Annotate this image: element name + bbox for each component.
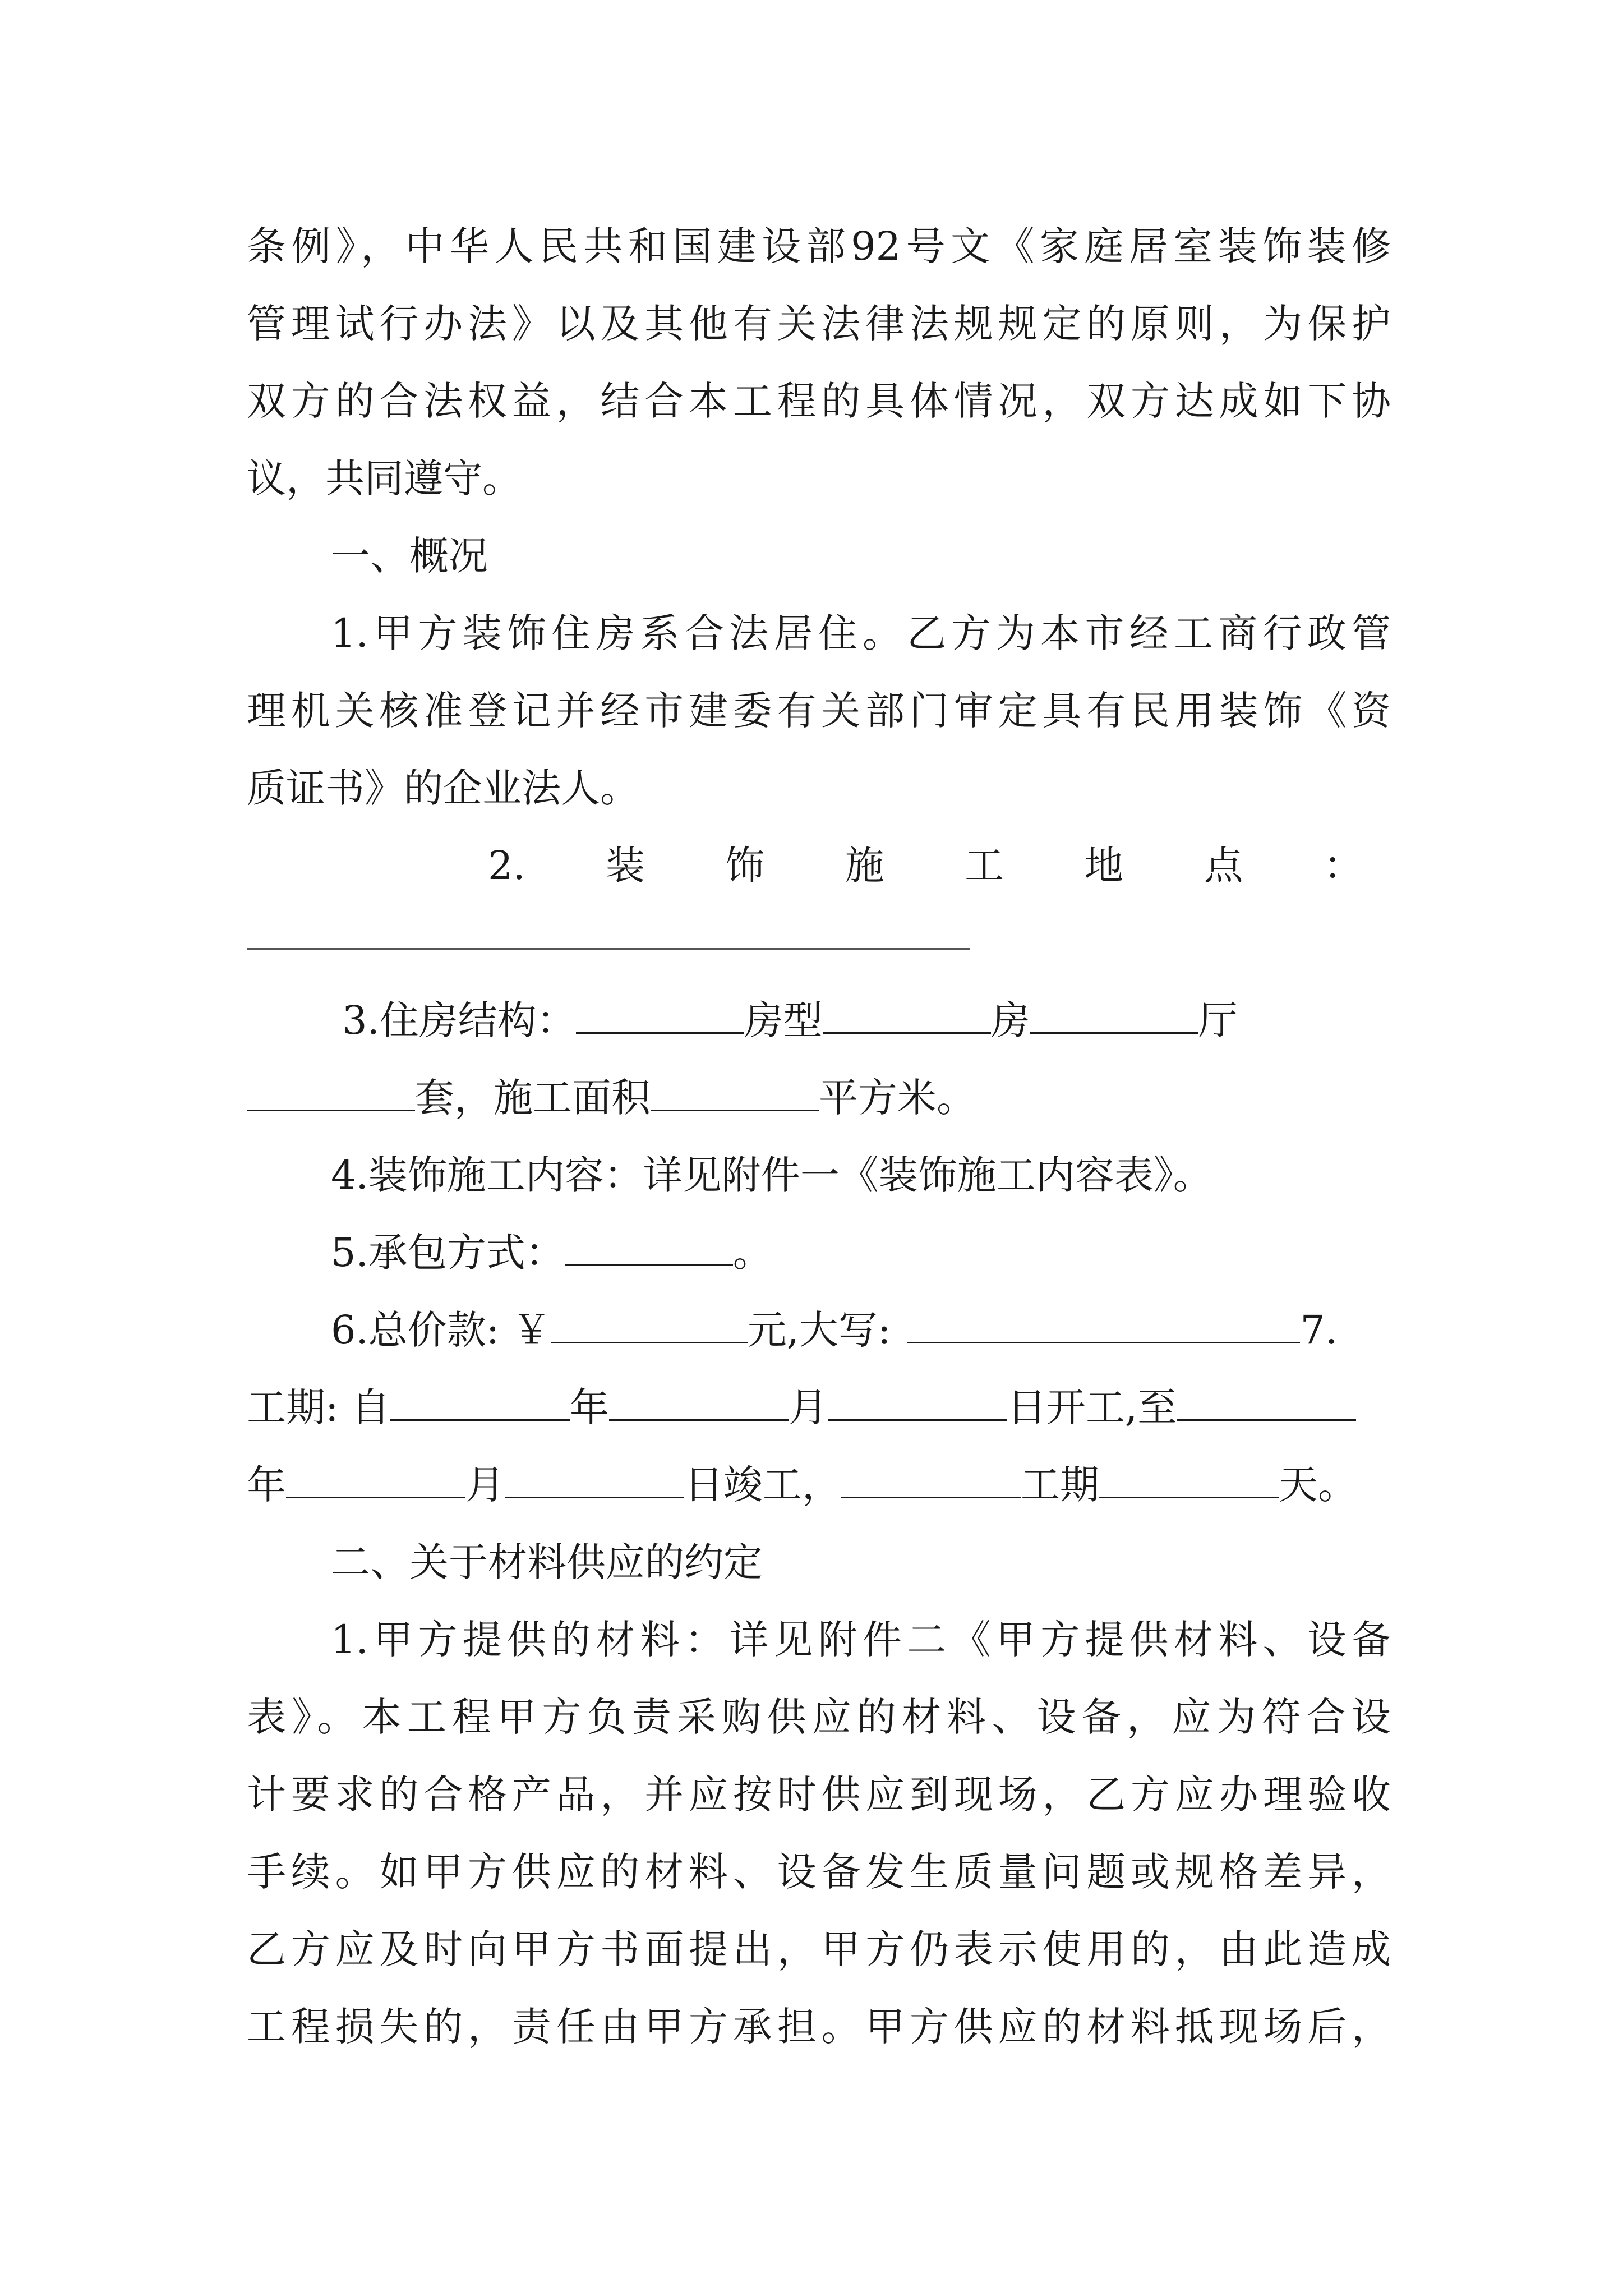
blank-field: [576, 993, 744, 1034]
site-address-blank: [247, 948, 970, 950]
item3-line-1: [342, 982, 1486, 1059]
blank-field: [1177, 1380, 1356, 1421]
item2-char: 装: [606, 843, 645, 889]
blank-field: [390, 1380, 570, 1421]
section2-line-4: 手续。如甲方供应的材料、设备发生质量问题或规格差异，: [247, 1849, 1391, 1895]
item6-label: 6.总价款: ￥: [331, 1307, 551, 1353]
section2-line-1: 1.甲方提供的材料：详见附件二《甲方提供材料、设备: [331, 1617, 1391, 1663]
item3-text: 平方米。: [819, 1075, 976, 1121]
item7-text: 月: [465, 1462, 505, 1508]
item3-line-2: [247, 1059, 1391, 1137]
item2-char: 地: [1084, 843, 1124, 889]
item7-text: 日开工,至: [1007, 1384, 1177, 1430]
blank-field: [907, 1303, 1300, 1343]
item7-text: 工期: [1021, 1462, 1099, 1508]
blank-field: [551, 1303, 748, 1343]
intro-line-1: 条例》，中华人民共和国建设部92号文《家庭居室装饰装修: [247, 223, 1391, 269]
item7-label: 工期: 自: [247, 1384, 390, 1430]
item7-text: 月: [788, 1384, 828, 1430]
item2-construction-site: [488, 827, 1363, 904]
item2-char: ：: [1323, 843, 1363, 889]
item3-text: 套，施工面积: [415, 1075, 651, 1121]
item3-label: 3.住房结构：: [342, 997, 576, 1043]
item5-line: [247, 1214, 1475, 1291]
blank-field: [505, 1457, 684, 1498]
item6-text: 元,大写:: [747, 1307, 891, 1353]
blank-field: [609, 1380, 789, 1421]
blank-field: [286, 1457, 465, 1498]
blank-field: [247, 1070, 415, 1111]
section2-line-3: 计要求的合格产品，并应按时供应到现场，乙方应办理验收: [247, 1772, 1391, 1818]
intro-line-2: 管理试行办法》以及其他有关法律法规规定的原则，为保护: [247, 301, 1391, 347]
item1-line-2: 理机关核准登记并经市建委有关部门审定具有民用装饰《资: [247, 688, 1391, 734]
section-heading-materials: 二、关于材料供应的约定: [331, 1539, 763, 1585]
item3-text: 房型: [744, 997, 823, 1043]
item5-label: 5.承包方式：: [331, 1230, 565, 1276]
section2-line-2: 表》。本工程甲方负责采购供应的材料、设备，应为符合设: [247, 1694, 1391, 1740]
item7-line-2: [247, 1446, 1391, 1524]
item7-text: 天。: [1279, 1462, 1357, 1508]
blank-field: [828, 1380, 1007, 1421]
item1-line-3: 质证书》的企业法人。: [247, 765, 639, 811]
item7-text: 年: [569, 1384, 609, 1430]
blank-field: [823, 993, 991, 1034]
section-heading-overview: 一、概况: [331, 533, 488, 579]
item7-line-1: [247, 1369, 1391, 1446]
item2-char: 施: [845, 843, 884, 889]
intro-line-4: 议，共同遵守。: [247, 455, 522, 501]
intro-line-3: 双方的合法权益，结合本工程的具体情况，双方达成如下协: [247, 378, 1391, 424]
item2-char: 点: [1204, 843, 1243, 889]
item2-char: 饰: [725, 843, 765, 889]
blank-field: [841, 1457, 1021, 1498]
item2-char: 工: [965, 843, 1004, 889]
section2-line-6: 工程损失的，责任由甲方承担。甲方供应的材料抵现场后，: [247, 2004, 1391, 2050]
item3-text: 厅: [1198, 997, 1238, 1043]
blank-field: [1099, 1457, 1279, 1498]
item4-line: 4.装饰施工内容：详见附件一《装饰施工内容表》。: [331, 1152, 1212, 1198]
blank-field: [565, 1225, 733, 1266]
blank-field: [651, 1070, 819, 1111]
item7-text: 日竣工，: [684, 1462, 841, 1508]
item5-end: 。: [732, 1230, 772, 1276]
item7-text: 年: [247, 1462, 286, 1508]
item2-char: 2.: [488, 843, 525, 889]
item3-text: 房: [990, 997, 1030, 1043]
item6-line: [247, 1291, 1475, 1369]
section2-line-5: 乙方应及时向甲方书面提出，甲方仍表示使用的，由此造成: [247, 1926, 1391, 1972]
item6-text: 7.: [1300, 1307, 1338, 1353]
item1-line-1: 1.甲方装饰住房系合法居住。乙方为本市经工商行政管: [331, 610, 1391, 656]
blank-field: [1030, 993, 1198, 1034]
